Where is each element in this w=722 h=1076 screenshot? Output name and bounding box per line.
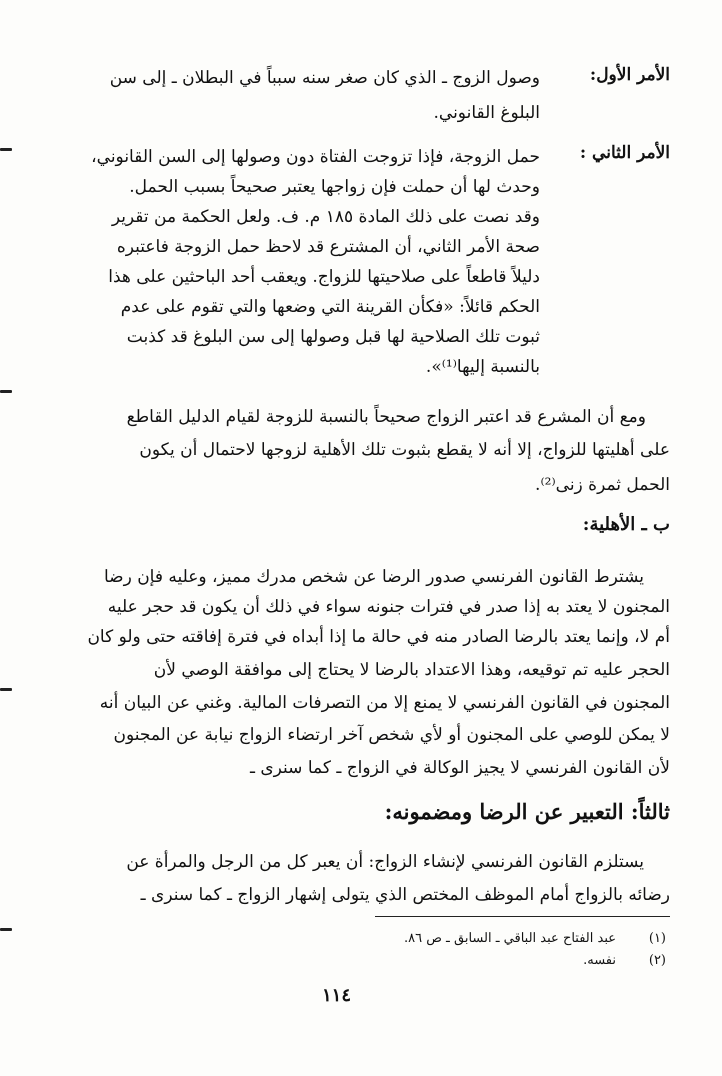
margin-mark [0, 148, 12, 151]
paragraph-line: الحمل ثمرة زنى⁽²⁾. [535, 475, 670, 495]
item-1-label: الأمر الأول: [589, 65, 670, 85]
item-2-line: بالنسبة إليها⁽¹⁾». [425, 357, 540, 377]
section-b-line: يشترط القانون الفرنسي صدور الرضا عن شخص مدرك مميز، وعليه فإن رضا [103, 567, 644, 587]
section-b-line: لا يمكن للوصي على المجنون أو لأي شخص آخر ارتضاء الزواج نيابة عن المجنون [113, 725, 670, 745]
section-3-line: رضائه بالزواج أمام الموظف المختص الذي يتولى إشهار الزواج ـ كما سنرى ـ [140, 885, 670, 905]
footnote-number: (٢) [648, 953, 666, 968]
item-1-line: وصول الزوج ـ الذي كان صغر سنه سبباً في البطلان ـ إلى سن [109, 68, 540, 88]
item-1-line: البلوغ القانوني. [433, 103, 540, 123]
item-2-line: صحة الأمر الثاني، أن المشترع قد لاحظ حمل الزوجة فاعتبره [116, 237, 540, 257]
section-b-line: لأن القانون الفرنسي لا يجيز الوكالة في الزواج ـ كما سنرى ـ [249, 758, 670, 778]
section-b-line: الحجر عليه تم توقيعه، وهذا الاعتداد بالرضا لا يحتاج إلى موافقة الوصي لأن [153, 660, 670, 680]
margin-mark [0, 688, 12, 691]
section-3-line: يستلزم القانون الفرنسي لإنشاء الزواج: أن يعبر كل من الرجل والمرأة عن [126, 852, 644, 872]
item-2-line: وقد نصت على ذلك المادة ١٨٥ م. ف. ولعل الحكمة من تقرير [111, 207, 540, 227]
footnote-number: (١) [648, 931, 666, 946]
margin-mark [0, 928, 12, 931]
footnote-separator [375, 916, 670, 917]
item-2-line: دليلاً قاطعاً على صلاحيتها للزواج. ويعقب أحد الباحثين على هذا [108, 267, 540, 287]
item-2-line: الحكم قائلاً: «فكأن القرينة التي وضعها والتي تقوم على عدم [120, 297, 540, 317]
item-2-line: حمل الزوجة، فإذا تزوجت الفتاة دون وصولها إلى السن القانوني، [91, 147, 540, 167]
footnote-text: نفسه. [583, 953, 616, 968]
paragraph-line: ومع أن المشرع قد اعتبر الزواج صحيحاً بالنسبة للزوجة لقيام الدليل القاطع [126, 407, 646, 427]
item-2-line: وحدث لها أن حملت فإن زواجها يعتبر صحيحاً بسبب الحمل. [129, 177, 540, 197]
item-2-line: ثبوت تلك الصلاحية لها قبل وصولها إلى سن البلوغ قد كذبت [126, 327, 540, 347]
margin-mark [0, 390, 12, 393]
item-2-label: الأمر الثاني : [579, 143, 670, 163]
section-b-heading: ب ـ الأهلية: [582, 514, 670, 535]
section-b-line: أم لا، وإنما يعتد بالرضا الصادر منه في حالة ما إذا أبداه في فترة إفاقته حتى ولو كان [87, 627, 670, 647]
section-b-line: المجنون في القانون الفرنسي لا يمنع إلا من التصرفات المالية. وغني عن البيان أنه [99, 693, 670, 713]
section-b-line: المجنون لا يعتد به إذا صدر في فترات جنونه سواء في ذلك أن يكون قد حجر عليه [107, 597, 670, 617]
page-number: ١١٤ [322, 985, 352, 1006]
section-3-heading: ثالثاً: التعبير عن الرضا ومضمونه: [384, 799, 670, 824]
paragraph-line: على أهليتها للزواج، إلا أنه لا يقطع بثبوت تلك الأهلية لزوجها لاحتمال أن يكون [139, 440, 670, 460]
footnote-text: عبد الفتاح عبد الباقي ـ السابق ـ ص ٨٦. [403, 931, 616, 946]
